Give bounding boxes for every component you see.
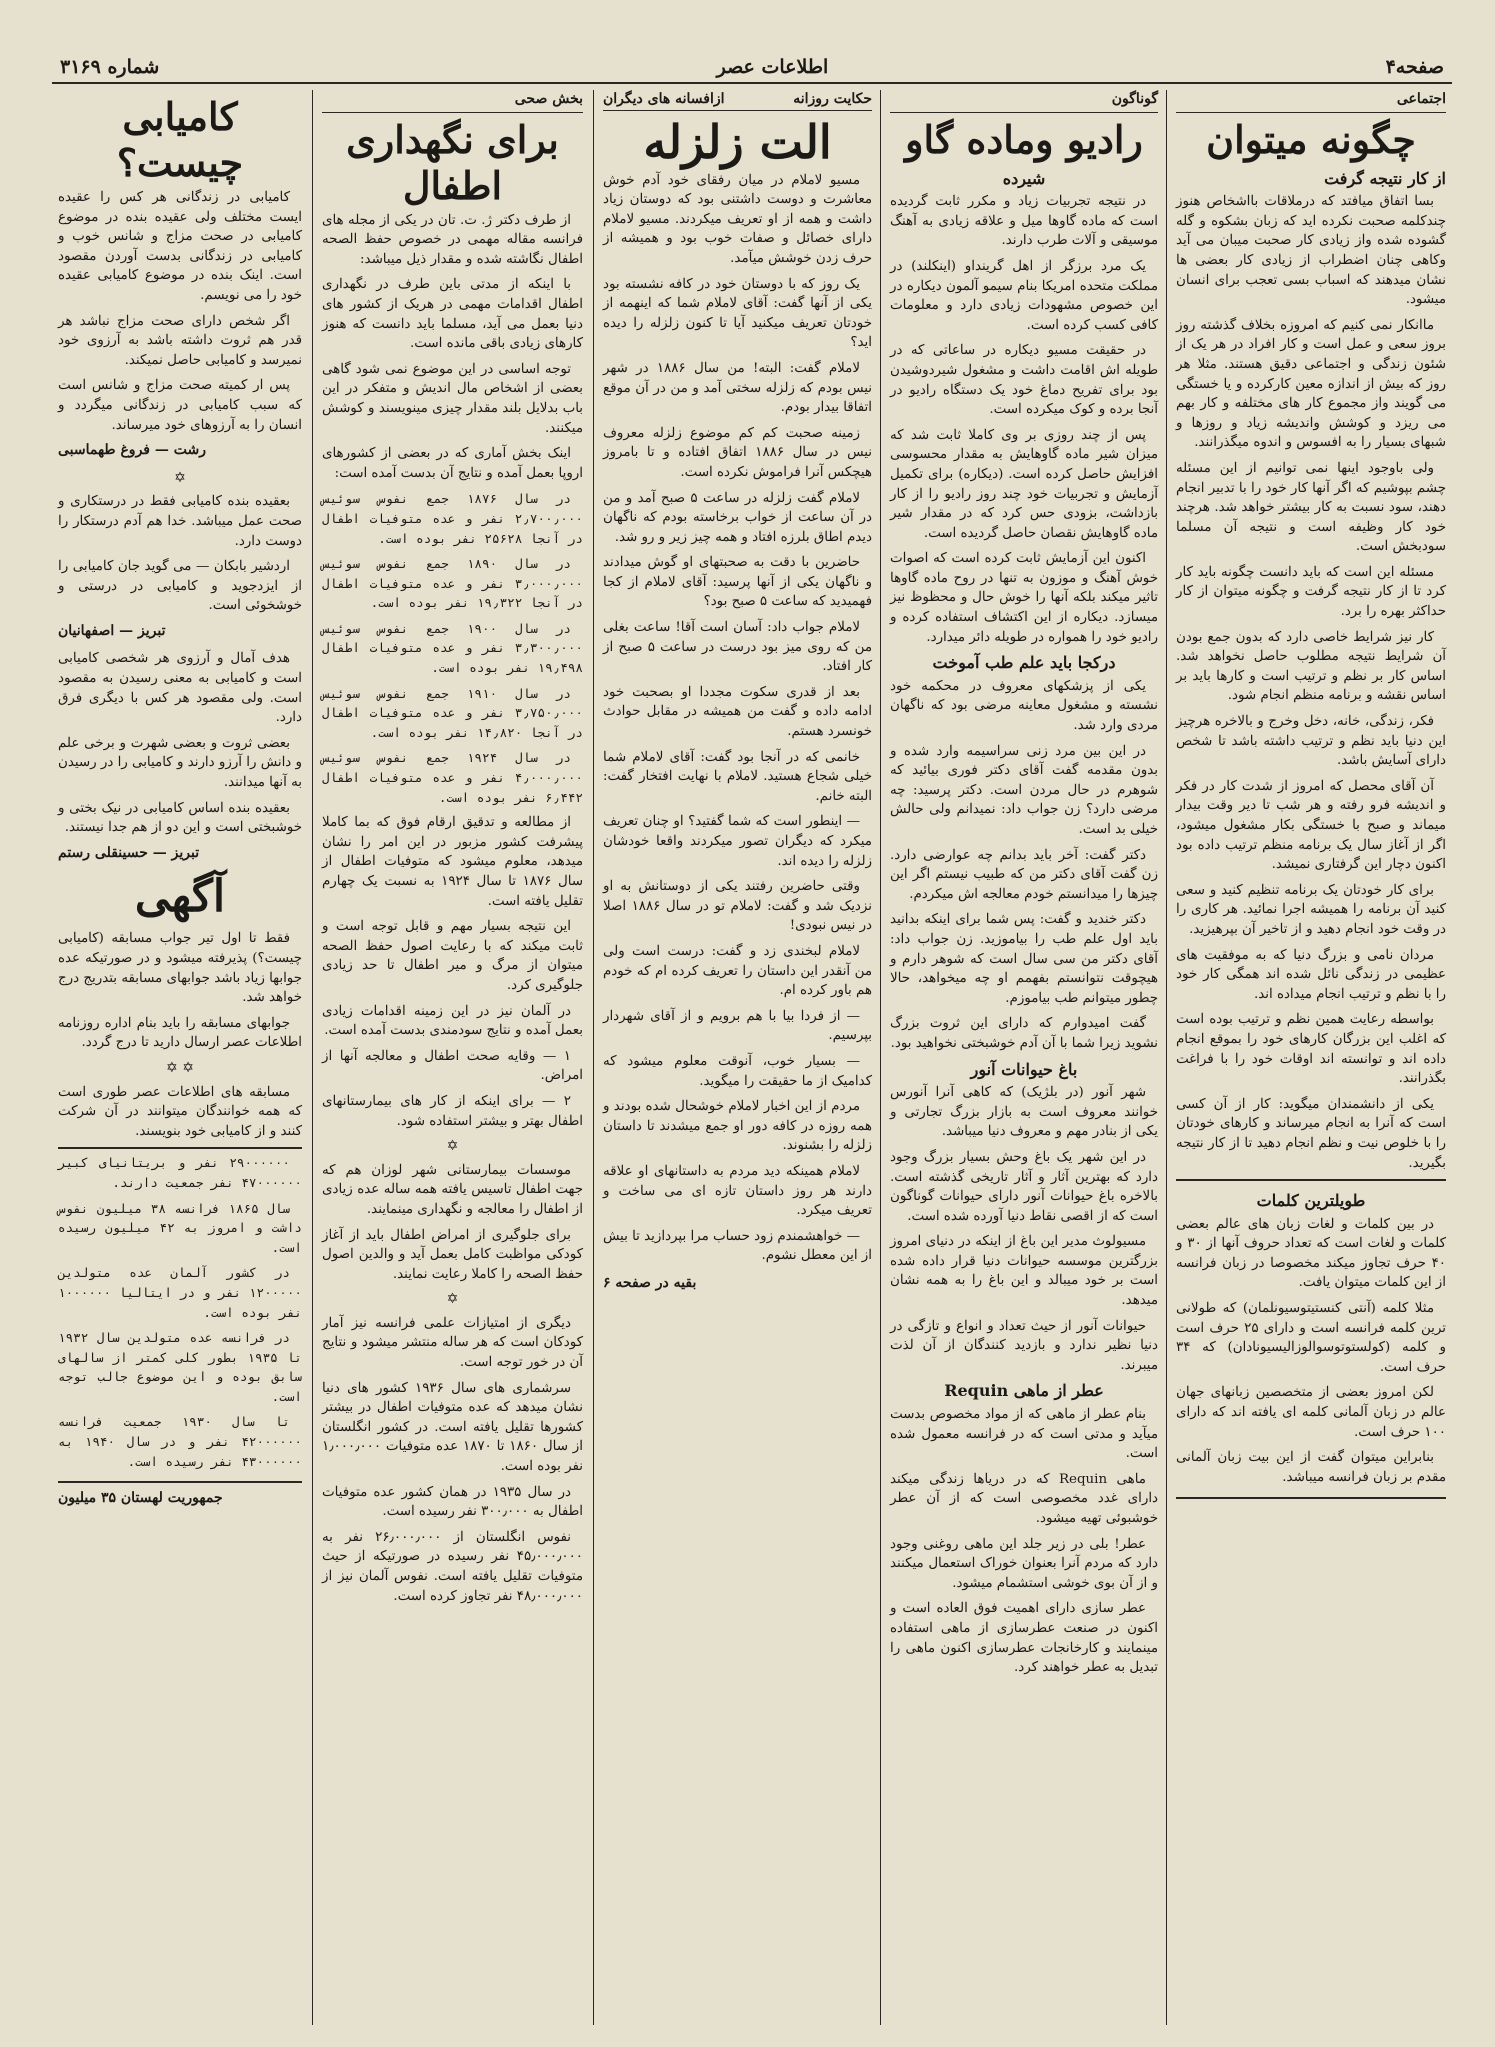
star-separator-icon: ✡ (446, 1138, 459, 1155)
paragraph: مردان نامی و بزرگ دنیا که به موفقیت های عظیمی در زندگی نائل شده اند همگی کار خود را با نظم و ترتیب انجام میداده اند. (1176, 947, 1446, 1002)
headline: رادیو وماده گاو (905, 116, 1143, 162)
paragraph: جوابهای مسابقه را باید بنام اداره روزنامه اطلاعات عصر ارسال دارید تا درج گردد. (58, 1015, 302, 1051)
paragraph: عطر سازی دارای اهمیت فوق العاده است و اکنون در صنعت عطرسازی از ماهی استفاده مینمایند و کارخانجات عطرسازی اکنون ماهی را تبدیل به عطر خواهند کرد. (890, 1601, 1158, 1676)
paragraph: بعد از قدری سکوت مجددا او بصحبت خود ادامه داده و گفت من همیشه در مقابل حوادث خونسرد هستم. (603, 684, 872, 740)
paragraph: فکر، زندگی، خانه، دخل وخرج و بالاخره هرچیز این دنیا باید نظم و ترتیب داشته باشد تا شخص دارای آسایش باشد. (1176, 714, 1446, 769)
box-title: طویلترین کلمات (1256, 1191, 1366, 1211)
paragraph: — اینطور است که شما گفتید؟ او چنان تعریف میکرد که دیگران تصور میکردند واقعا خودشان زلزله را دیده اند. (603, 814, 872, 869)
paragraph: ماهی Requin که در دریاها زندگی میکند دارای غدد مخصوصی است که از آن عطر خوشبوئی تهیه میشود. (890, 1471, 1158, 1526)
paragraph: در سال ۱۹۰۰ جمع نفوس سوئیس ۳٫۳۰۰٫۰۰۰ نفر و عده متوفیات اطفال ۱۹٫۴۹۸ نفر بوده است. (322, 620, 583, 676)
paragraph: پس ار کمیته صحت مزاج و شانس است که سبب کامیابی در زندگانی میگردد و انسان را به آرزوهای خود میرساند. (58, 378, 302, 433)
paragraph: بعضی ثروت و بعضی شهرت و برخی علم و دانش را آرزو دارند و کامیابی را در رسیدن به آنها میدانند. (58, 735, 302, 791)
column-success (52, 90, 308, 2025)
paragraph: مسئله این است که باید دانست چگونه باید کار کرد تا از کار نتیجه گرفت و چگونه میتوان از کار حداکثر بهره را برد. (1176, 564, 1446, 620)
paragraph: ۲ — برای اینکه از کار های بیمارستانهای اطفال بهتر و بیشتر استفاده شود. (322, 1093, 583, 1129)
column-divider (593, 90, 594, 2025)
column-divider (312, 90, 313, 2025)
section-kicker: ازافسانه های دیگران (603, 91, 725, 107)
paragraph: کامیابی در زندگانی هر کس را عقیده ایست مختلف ولی عقیده بنده در موضوع کامیابی در صحت مزاج و شانس خوب و کامیابی در زندگانی بدست آوردن مقصود است. اینک بنده در موضوع کامیابی عقیده خود را می نویسم. (58, 190, 302, 303)
paragraph: در این بین مرد زنی سراسیمه وارد شده و بدون مقدمه گفت آقای دکتر فوری بیائید که شوهرم در حال مردن است. دکتر پرسید: چه مرضی دارد؟ زن جواب داد: نمیدانم ولی حالش خیلی بد است. (890, 743, 1158, 837)
paragraph: دکتر گفت: آخر باید بدانم چه عوارضی دارد. زن گفت آقای دکتر من که طبیب نیستم اگر این چیزها را میدانستم خودم معالجه اش میکردم. (890, 847, 1158, 902)
paragraph: حاضرین با دقت به صحبتهای او گوش میدادند و ناگهان یکی از آنها پرسید: آقای لاملام از کجا فهمیدید که ساعت ۵ صبح بود؟ (603, 555, 872, 610)
star-separator-icon: ✡ (446, 1291, 459, 1308)
section-kicker: بخش صحی (322, 90, 583, 113)
longest-words-box (1176, 1179, 1446, 1499)
paragraph: شهر آنور (در بلژیک) که کاهی آنرا آنورس خوانند معروف است به بازار بزرگ تجارتی و یکی از بنادر مهم و معروف دنیا میباشد. (890, 1085, 1158, 1140)
paragraph: لاملام همینکه دید مردم به داستانهای او علاقه دارند هر روز داستان تازه ای می ساخت و تعریف میکرد. (603, 1163, 872, 1219)
paragraph: بعقیده بنده کامیابی فقط در درستکاری و صحت عمل میباشد. خدا هم آدم درستکار را دوست دارد. (58, 494, 302, 549)
column-daily-story (597, 90, 878, 2025)
issue-number: شماره ۳۱۶۹ (60, 56, 160, 78)
subheadline: باغ حیوانات آنور (970, 1059, 1078, 1079)
paragraph: گفت امیدوارم که دارای این ثروت بزرگ نشوید زیرا شما با آن آدم خوشبختی نخواهید بود. (890, 1016, 1158, 1051)
paragraph: بعقیده بنده اساس کامیابی در نیک بختی و خوشبختی است و این دو از هم جدا نیستند. (58, 800, 302, 836)
paragraph: عطر! بلی در زیر جلد این ماهی روغنی وجود دارد که مردم آنرا بعنوان خوراک استعمال میکنند و از آن بوی خوشی استشمام میشود. (890, 1536, 1158, 1591)
paragraph: سرشماری های سال ۱۹۳۶ کشور های دنیا نشان میدهد که عده متوفیات اطفال در بیشتر کشورها تقلیل یافته است. در کشور انگلستان از سال ۱۸۶۰ تا ۱۸۷۰ عده متوفیات ۱٫۰۰۰٫۰۰۰ نفر بوده است. (322, 1380, 583, 1475)
section-kicker: گوناگون (890, 90, 1158, 113)
paragraph: مسابقه های اطلاعات عصر طوری است که همه خوانندگان میتوانند در آن شرکت کنند و از کامیابی خود بنویسند. (58, 1084, 302, 1139)
headline: چگونه میتوان (1206, 116, 1416, 162)
paragraph: در سال ۱۸۷۶ جمع نفوس سوئیس ۲٫۷۰۰٫۰۰۰ نفر و عده متوفیات اطفال در آنجا ۲۵۶۲۸ نفر بوده است. (322, 491, 583, 546)
paragraph: از طرف دکتر ژ. ت. تان در یکی از مجله های فرانسه مقاله مهمی در خصوص حفظ الصحه اطفال نگاشته شده و مقدار ذیل میباشد: (322, 212, 583, 267)
paragraph: یکی از پزشکهای معروف در محکمه خود نشسته و مشغول معاینه مرضی بود که ناگهان مردی وارد شد. (890, 678, 1158, 734)
story-kicker-row (603, 90, 872, 111)
author-signature: تبریز — حسینقلی رستم (58, 844, 200, 861)
paragraph: خانمی که در آنجا بود گفت: آقای لاملام شما خیلی شجاع هستید. لاملام با نهایت افتخار گفت: البته خانم. (603, 749, 872, 804)
paragraph: زمینه صحبت کم کم موضوع زلزله معروف نیس در سال ۱۸۸۶ اتفاق افتاده و تا بامروز هیچکس آنرا فراموش نکرده است. (603, 425, 872, 480)
paragraph: لاملام جواب داد: آسان است آقا! ساعت بغلی من که روی میز بود درست در ساعت ۵ صبح از کار افتاد. (603, 620, 872, 675)
paragraph: اکنون این آزمایش ثابت کرده است که اصوات خوش آهنگ و موزون به تنها در روح ماده گاوها تاثیر میکند بلکه آنها را خوش حال و محظوظ نیز میسازد. دیکاره از این اکتشاف استفاده کرده و رادیو خود را همواره در طویله دائر میدارد. (890, 551, 1158, 645)
paragraph: برای کار خودتان یک برنامه تنظیم کنید و سعی کنید آن برنامه را همیشه اجرا نمائید. هر کاری را در وقت خود انجام دهید و از تاخیر آن بپرهیزید. (1176, 882, 1446, 937)
paragraph: از مطالعه و تدقیق ارقام فوق که بما کاملا پیشرفت کشور مزبور در این امر را نشان میدهد، معلوم میشود که متوفیات اطفال از سال ۱۸۷۶ تا سال ۱۹۲۴ به نسبت یک چهارم تقلیل یافته است. (322, 815, 584, 909)
author-signature: تبریز — اصفهانیان (58, 622, 166, 639)
paragraph: لکن امروز بعضی از متخصصین زبانهای جهان عالم در زبان آلمانی کلمه ای یافته اند که دارای ۱۰۰ حرف است. (1176, 1385, 1446, 1440)
paragraph: اگر شخص دارای صحت مزاج نباشد هر قدر هم ثروت داشته باشد به آرزوی خود نمیرسد و کامیابی حاصل نمیکند. (58, 313, 302, 368)
paragraph: در بین کلمات و لغات زبان های عالم بعضی کلمات و لغات است که تعداد حروف آنها از ۳۰ و ۴۰ حرف تجاوز میکند مخصوصا در زبان فرانسه از این کلمات میتوان یافت. (1176, 1216, 1446, 1291)
paragraph: ولی باوجود اینها نمی توانیم از این مسئله چشم بپوشیم که اگر آنها کار خود را با تدبیر انجام دهند، سود نسبت به کار بیشتر خواهد شد. هرچند خود کار وظیفه است و نتیجه آن مسلما سودبخش است. (1176, 460, 1446, 555)
masthead (52, 52, 1452, 84)
subheadline: از کار نتیجه گرفت (1324, 168, 1446, 188)
paragraph: در این شهر یک باغ وحش بسیار بزرگ وجود دارد که بهترین آثار و آثار تاریخی گذشته است. بالاخره باغ حیوانات آنور دارای حیوانات گوناگون است که از اقصی نقاط دنیا آورده شده است. (890, 1149, 1158, 1224)
paragraph: ۲۹۰۰۰۰۰۰ نفر و بریتانیای کبیر ۴۷۰۰۰۰۰۰ نفر جمعیت دارند. (58, 1155, 302, 1190)
paragraph: برای جلوگیری از امراض اطفال باید از آغاز کودکی مواظبت کامل بعمل آید و والدین اصول حفظ الصحه را کاملا رعایت نمایند. (322, 1227, 583, 1282)
paragraph: مسیو لاملام در میان رفقای خود آدم خوش معاشرت و دوست داشتنی بود که دوستان زیاد داشت و همه از او تعریف میکردند. مسیو لاملام دارای خصائل و صفات خوب بود و همیشه از حرف زدن خوشش میآمد. (603, 172, 872, 266)
paragraph: ۱ — وقایه صحت اطفال و معالجه آنها از امراض. (322, 1048, 583, 1084)
paragraph: هدف آمال و آرزوی هر شخصی کامیابی است و کامیابی به معنی رسیدن به مقصود است. ولی مقصود هر کس با دیگری فرق دارد. (58, 651, 302, 726)
paragraph: — بسیار خوب، آنوقت معلوم میشود که کدامیک از ما حقیقت را میگوید. (603, 1053, 872, 1089)
paragraph: در سال ۱۸۹۰ جمع نفوس سوئیس ۳٫۰۰۰٫۰۰۰ نفر و عده متوفیات اطفال در آنجا ۱۹٫۳۲۲ نفر بوده است. (322, 556, 583, 611)
column-divider (1166, 90, 1167, 2025)
paper-name: اطلاعات عصر (716, 56, 829, 78)
paragraph: آن آقای محصل که امروز از شدت کار در فکر و اندیشه فرو رفته و هر شب تا دیر وقت بیدار میماند و صبح با خستگی بکار مشغول میشود، اگر از آغاز سال یک برنامه منظم ترتیب داده بود اکنون دچار این گرفتاری نمیشد. (1176, 778, 1446, 873)
paragraph: این نتیجه بسیار مهم و قابل توجه است و ثابت میکند که با رعایت اصول حفظ الصحه میتوان از مرگ و میر اطفال تا حد زیادی جلوگیری کرد. (322, 919, 583, 993)
paragraph: توجه اساسی در این موضوع نمی شود گاهی بعضی از اشخاص مال اندیش و متفکر در این باب بدلایل بلند مقدار چیزی مینویسند و کوشش میکنند. (322, 361, 583, 436)
page-label: صفحه۴ (1385, 56, 1444, 78)
paragraph: بسا اتفاق میافتد که درملاقات بااشخاص هنوز چندکلمه صحبت نکرده اید که زبان بشکوه و گله گشوده شده واز زیادی کار صحبت میبان می آید وکاهی چنان اضطراب از زیادی کار بعضی ها نشان میدهند که اسباب بسی تعجب برای انسان میشود. (1176, 194, 1446, 308)
paragraph: — خواهشمندم زود حساب مرا بپردازید تا بیش از این معطل نشوم. (602, 1228, 872, 1264)
section-kicker: حکایت روزانه (793, 91, 872, 107)
paragraph: نفوس انگلستان از ۲۶٫۰۰۰٫۰۰۰ نفر به ۴۵٫۰۰۰٫۰۰۰ نفر رسیده در صورتیکه از حیث متوفیات تقلیل یافته است. نفوس آلمان نیز از ۴۸٫۰۰۰٫۰۰۰ نفر تجاوز کرده است. (322, 1529, 583, 1604)
headline: برای نگهداری اطفال (346, 116, 559, 208)
paragraph: در کشور آلمان عده متولدین ۱۲۰۰۰۰۰ نفر و در ایتالیا ۱۰۰۰۰۰۰ نفر بوده است. (58, 1265, 302, 1320)
paragraph: لاملام گفت زلزله در ساعت ۵ صبح آمد و من در آن ساعت از خواب برخاسته بودم که ناگهان دیدم اطاق بلرزه افتاد و همه چیز زیر و رو شد. (603, 490, 872, 545)
paragraph: — از فردا بیا با هم برویم و از آقای شهردار بپرسیم. (603, 1008, 872, 1044)
column-divider (880, 90, 881, 2025)
column-social (1170, 90, 1452, 2025)
paragraph: تا سال ۱۹۳۰ جمعیت فرانسه ۴۲۰۰۰۰۰۰ نفر و در سال ۱۹۴۰ به ۴۳۰۰۰۰۰۰ نفر رسیده است. (58, 1414, 302, 1469)
continued-note: بقیه در صفحه ۶ (603, 1274, 697, 1291)
paragraph: دکتر خندید و گفت: پس شما برای اینکه بدانید باید اول علم طب را بیاموزید. زن جواب داد: آقای دکتر من سی سال است که شوهر دارم و هیچوقت نتوانستم بفهمم او چه میخواهد، حالا چطور میتوانم طب بیاموزم. (890, 912, 1158, 1006)
footer-note: جمهوریت لهستان ۳۵ میلیون (58, 1490, 223, 1507)
star-separator-icon: ✡ (174, 469, 186, 486)
paragraph: در سال ۱۹۱۰ جمع نفوس سوئیس ۳٫۷۵۰٫۰۰۰ نفر و عده متوفیات اطفال در آنجا ۱۴٫۸۲۰ نفر بوده است. (322, 685, 583, 740)
paragraph: در فرانسه عده متولدین سال ۱۹۳۲ تا ۱۹۳۵ بطور کلی کمتر از سالهای سابق بوده و این موضوع جالب توجه است. (58, 1330, 302, 1404)
section-kicker: اجتماعی (1176, 90, 1446, 113)
paragraph: در حقیقت مسیو دیکاره در ساعاتی که در طویله اش اقامت داشت و مشغول شیردوشیدن بود برای تفریح دماغ خود یک دستگاه رادیو در آنجا برده و کوک میکرده است. (890, 343, 1158, 418)
author-signature: رشت — فروغ طهماسبی (58, 442, 206, 459)
paragraph: موسسات بیمارستانی شهر لوزان هم که جهت اطفال تاسیس یافته همه ساله عده زیادی از اطفال را معالجه و نگهداری مینمایند. (322, 1162, 583, 1217)
paragraph: فقط تا اول تیر جواب مسابقه (کامیابی چیست؟) پذیرفته میشود و در صورتیکه عده جوابها زیاد باشد جوابهای مسابقه بتدریج درج خواهد شد. (58, 931, 302, 1006)
paragraph: اردشیر بابکان — می گوید جان کامیابی را از ایزدجوید و کامیابی در درستی و خوشخوئی است. (58, 559, 302, 614)
paragraph: مسیولوث مدیر این باغ از اینکه در دنیای امروز بزرگترین موسسه حیوانات دنیا قرار داده شده است بر خود میبالد و این باغ را به همه نشان میدهد. (890, 1234, 1158, 1309)
column-misc (884, 90, 1164, 2025)
paragraph: با اینکه از مدتی باین طرف در نگهداری اطفال اقدامات مهمی در هریک از کشور های دنیا بعمل می آید، مسلما باید دانست که هنوز کارهای زیادی باقی مانده است. (322, 277, 583, 352)
paragraph: مردم از این اخبار لاملام خوشحال شده بودند و همه روزه در کافه دور او جمع میشدند تا داستان زلزله را بشنوند. (603, 1099, 872, 1154)
paragraph: کار نیز شرایط خاصی دارد که بدون جمع بودن آن شرایط نتیجه مطلوب حاصل نخواهد شد. اساس کار بر نظم و ترتیب است و کارها باید بر اساس نقشه و برنامه منظم انجام شود. (1176, 629, 1446, 704)
paragraph: مثلا کلمه (آنتی کنستیتوسیونلمان) که طولانی ترین کلمه فرانسه است و دارای ۲۵ حرف است و کلمه (کولستوتوسوالوزالیسیونادان) که ۳۴ حرف است. (1176, 1301, 1446, 1375)
paragraph: یکی از دانشمندان میگوید: کار از آن کسی است که آنرا به انجام میرساند و کارهای خودتان را با خلوص نیت و نظم انجام دهید تا از کار نتیجه بگیرید. (1176, 1096, 1446, 1171)
population-figures-box (58, 1147, 302, 1483)
paragraph: در آلمان نیز در این زمینه اقدامات زیادی بعمل آمده و نتایج سودمندی بدست آمده است. (322, 1003, 583, 1039)
headline: الت زلزله (643, 114, 832, 169)
paragraph: ماانکار نمی کنیم که امروزه بخلاف گذشته روز بروز سعی و عمل است و کار افراد در هر یک از شئون زندگی و اجتماعی دقیق هستند. مثلا هر روز که بیش از اندازه معین کارکرده و یا خستگی می گویند واز مجموع کار های مختلفه و کار بهم می ریزد و کوشش واندیشه زیاد و روزها و شبهای بسیار را به افسوس و اندوه میگذرانند. (1176, 317, 1446, 451)
subheadline: درکجا باید علم طب آموخت (932, 653, 1116, 673)
notice-title: آگهی (134, 871, 226, 923)
paragraph: در سال ۱۹۲۴ جمع نفوس سوئیس ۴٫۰۰۰٫۰۰۰ نفر و عده متوفیات اطفال ۶٫۴۴۲ نفر بوده است. (322, 750, 583, 805)
paragraph: اینک بخش آماری که در بعضی از کشورهای اروپا بعمل آمده و نتایج آن بدست آمده است: (322, 446, 583, 481)
paragraph: لاملام لبخندی زد و گفت: درست است ولی من آنقدر این داستان را تعریف کرده ام که خودم هم باور کرده ام. (603, 943, 872, 999)
paragraph: پس از چند روزی بر وی کاملا ثابت شد که میزان شیر ماده گاوهایش به مقدار محسوسی افزایش حاصل کرده است. (دیکاره) برای تکمیل آزمایش و تجربیات خود چند روز رادیو را از کار بازداشت، بزودی حس کرد که در مقدار شیر ماده گاوهایش نقصان حاصل گردیده است. (890, 427, 1158, 541)
paragraph: وقتی حاضرین رفتند یکی از دوستانش به او نزدیک شد و گفت: لاملام تو در سال ۱۸۸۶ اصلا در نیس نبودی! (603, 879, 873, 934)
paragraph: بنابراین میتوان گفت از این بیت زبان آلمانی مقدم بر زبان فرانسه میباشد. (1176, 1450, 1446, 1485)
paragraph: در سال ۱۹۳۵ در همان کشور عده متوفیات اطفال به ۳۰۰٫۰۰۰ نفر رسیده است. (322, 1484, 583, 1520)
paragraph: دیگری از امتیازات علمی فرانسه نیز آمار کودکان است که هر ساله منتشر میشود و نتایج آن در خور توجه است. (322, 1315, 583, 1371)
column-health (316, 90, 589, 2025)
paragraph: یک روز که با دوستان خود در کافه نشسته بود یکی از آنها گفت: آقای لاملام شما که اینهمه از خودتان تعریف میکنید آیا تا کنون زلزله را دیده اید؟ (603, 276, 872, 351)
headline: کامیابی چیست؟ (116, 94, 244, 185)
paragraph: یک مرد برزگر از اهل گرینداو (اینکلند) در مملکت متحده امریکا بنام سیمو آلمون دیکاره در این خصوص مشهودات زیادی دارد و معلومات کافی کسب کرده است. (890, 258, 1158, 333)
paragraph: لاملام گفت: البته! من سال ۱۸۸۶ در شهر نیس بودم که زلزله سختی آمد و من در آن موقع اتفاقا بیدار بودم. (603, 360, 872, 416)
paragraph: حیوانات آنور از حیث تعداد و انواع و تازگی در دنیا نظیر ندارد و بازدید کنندگان از آن لذت میبرند. (890, 1318, 1158, 1373)
subheadline: شیرده (1002, 168, 1046, 188)
star-separator-icon: ✡ ✡ (166, 1059, 194, 1076)
paragraph: بنام عطر از ماهی که از مواد مخصوص بدست میآید و مدتی است که در فرانسه معمول شده است. (890, 1407, 1158, 1462)
paragraph: سال ۱۸۶۵ فرانسه ۳۸ میلیون نفوس داشت و امروز به ۴۲ میلیون رسیده است. (58, 1200, 302, 1255)
paragraph: در نتیجه تجربیات زیاد و مکرر ثابت گردیده است که ماده گاوها میل و علاقه زیادی به آهنگ موسیقی و آلات طرب دارند. (890, 194, 1158, 249)
paragraph: بواسطه رعایت همین نظم و ترتیب بوده است که اغلب این بزرگان کارهای خود را بموقع انجام داده اند و توانسته اند اوقات خود را با فراغت بگذرانند. (1176, 1012, 1446, 1087)
subheadline: عطر از ماهی Requin (944, 1381, 1104, 1401)
